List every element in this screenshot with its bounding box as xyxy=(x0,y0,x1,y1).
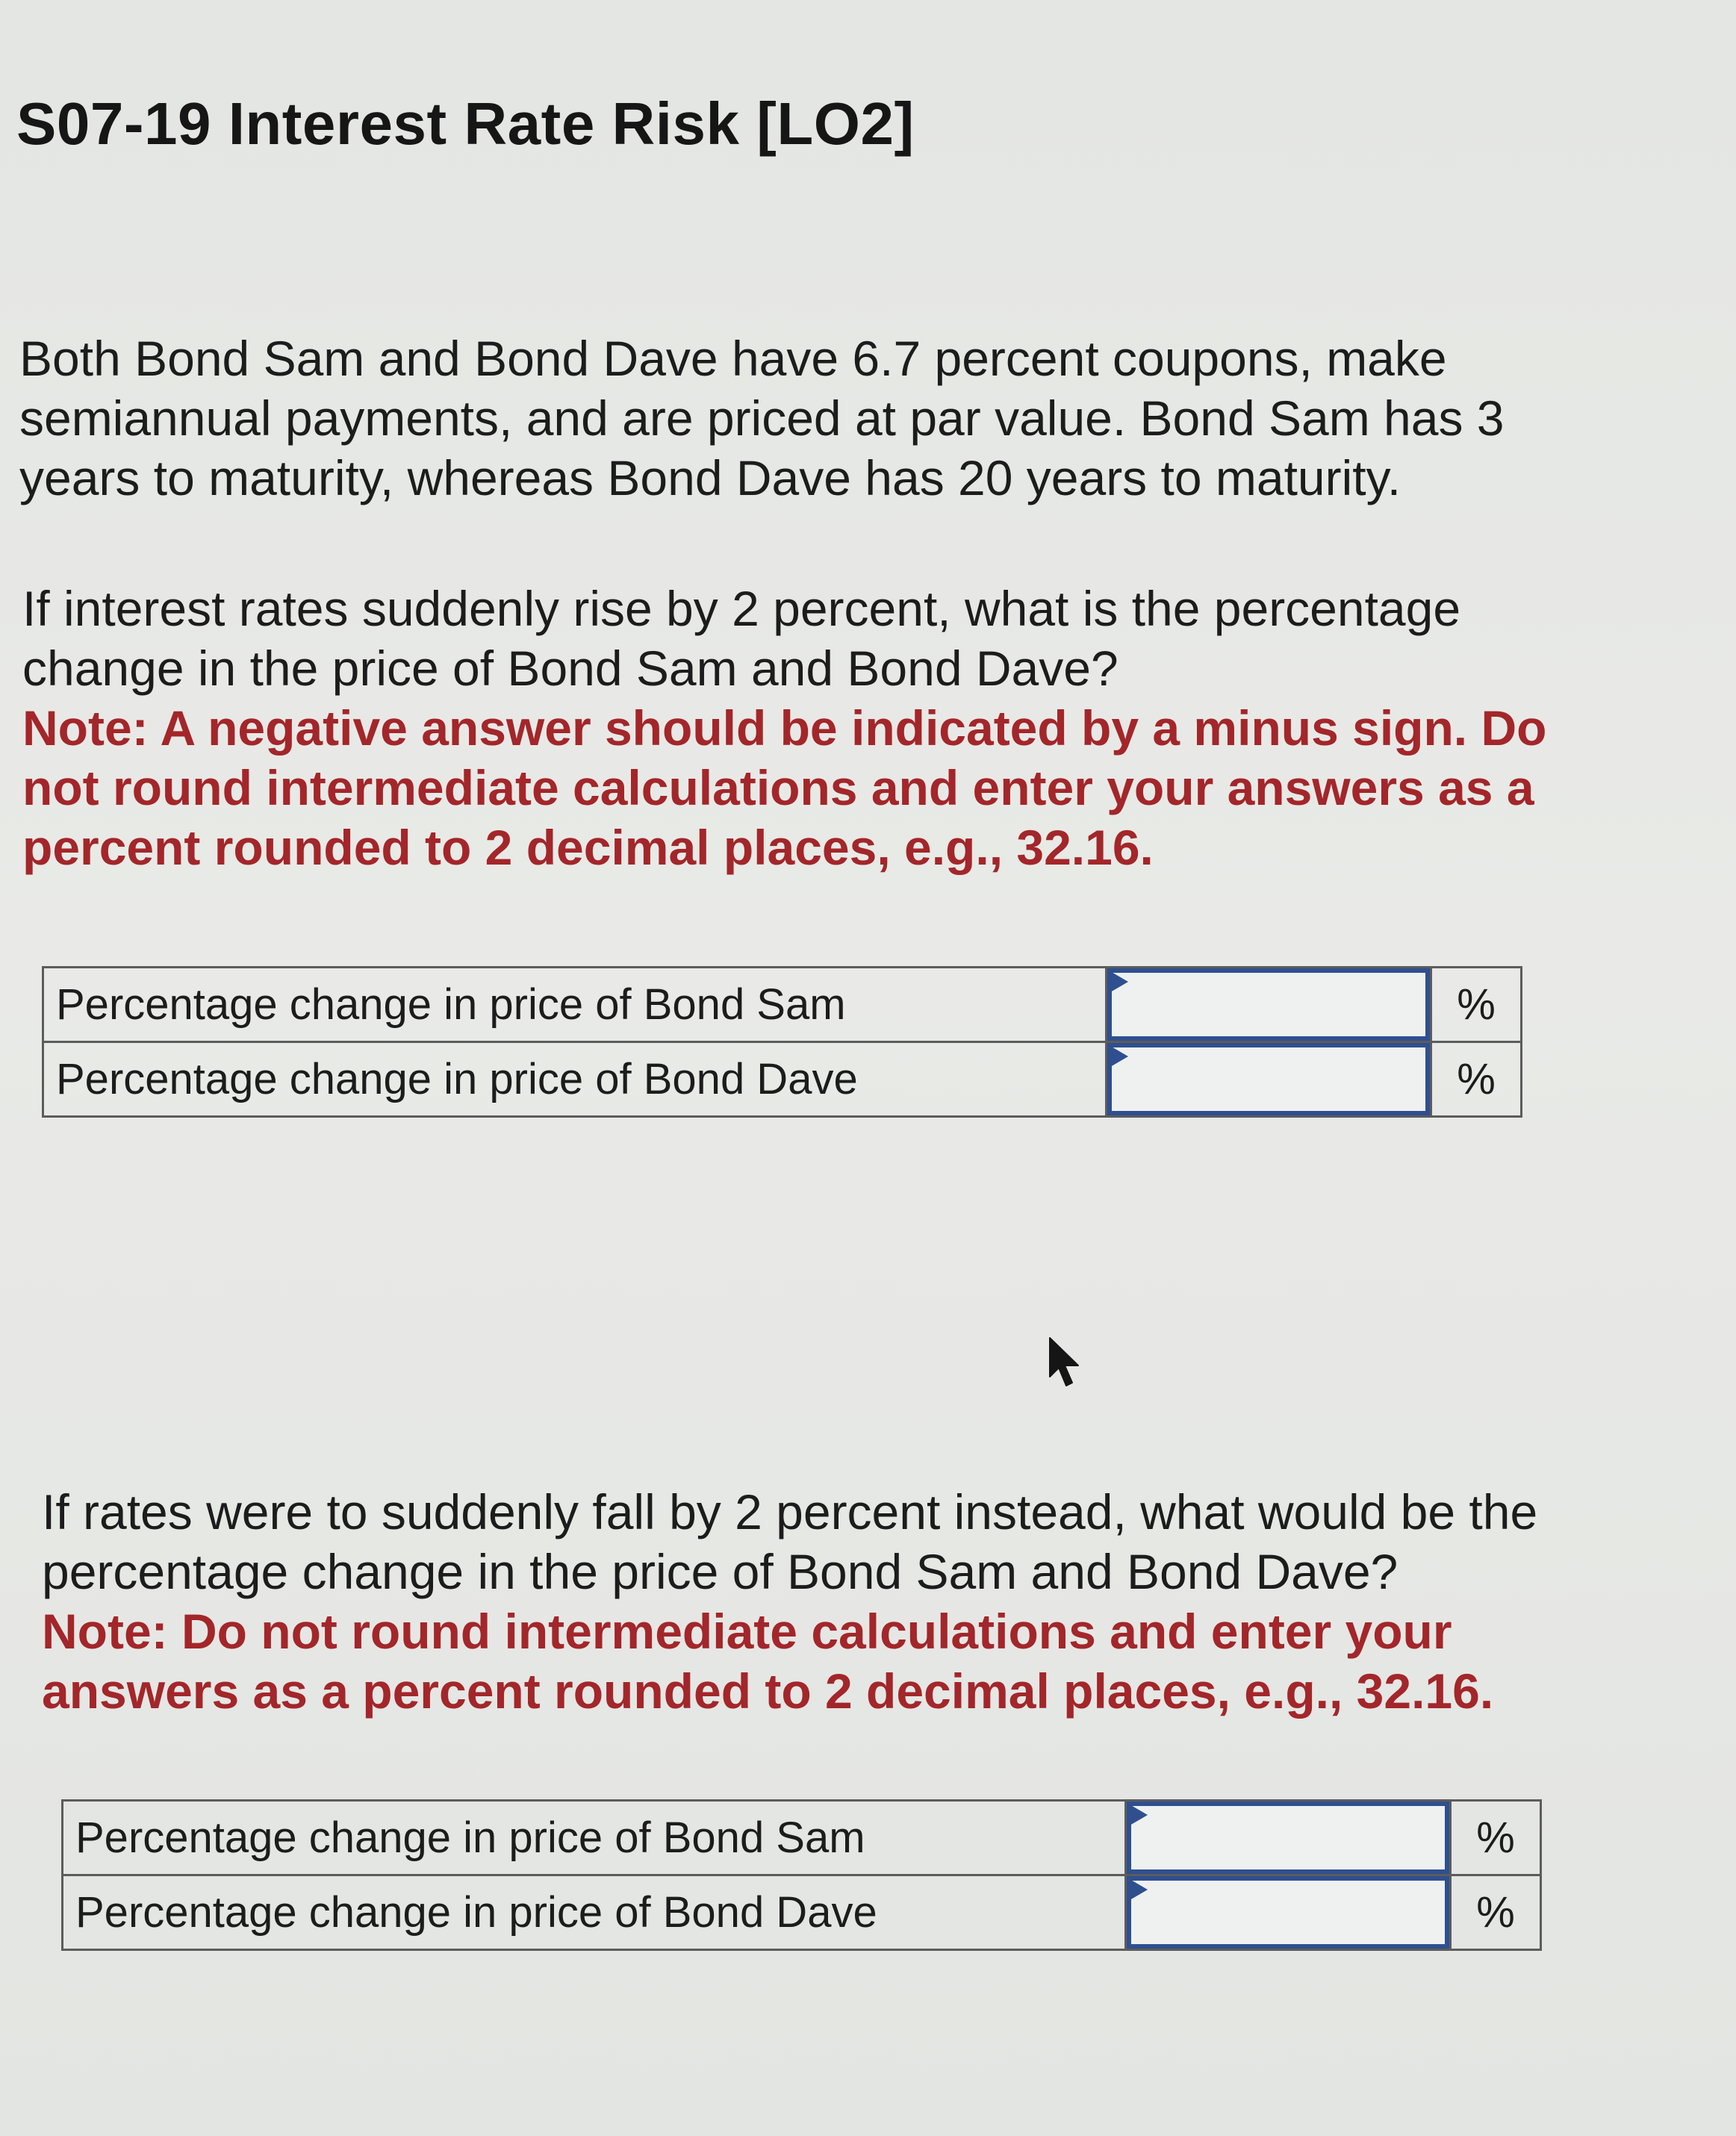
percent-unit: % xyxy=(1451,1875,1541,1950)
row-label-bond-dave: Percentage change in price of Bond Dave xyxy=(43,1042,1107,1117)
input-flag-icon xyxy=(1110,1046,1128,1067)
page-title: S07-19 Interest Rate Risk [LO2] xyxy=(16,90,915,157)
bond-sam-fall-input[interactable] xyxy=(1127,1802,1449,1874)
percent-unit: % xyxy=(1451,1801,1541,1875)
input-cell xyxy=(1107,968,1431,1042)
percent-unit: % xyxy=(1431,1042,1522,1117)
question-2-text: If rates were to suddenly fall by 2 percent instead, what would be the percentage change in the price of Bond Sam and Bond Dave? xyxy=(42,1484,1538,1599)
input-cell xyxy=(1126,1875,1451,1950)
table-row xyxy=(43,1042,1522,1117)
bond-dave-fall-input[interactable] xyxy=(1127,1876,1449,1949)
problem-intro: Both Bond Sam and Bond Dave have 6.7 percent coupons, make semiannual payments, and are priced at par value. Bond Sam has 3 years to maturity, whereas Bond Dave has 20 years to maturity. xyxy=(19,331,1505,505)
bond-dave-rise-input[interactable] xyxy=(1107,1043,1430,1115)
question-block-2 xyxy=(42,1482,1610,1721)
row-label-bond-sam: Percentage change in price of Bond Sam xyxy=(63,1801,1126,1875)
question-block-1 xyxy=(22,579,1620,877)
input-flag-icon xyxy=(1110,971,1128,992)
table-row xyxy=(63,1801,1541,1875)
input-cell xyxy=(1107,1042,1431,1117)
question-1-text: If interest rates suddenly rise by 2 percent, what is the percentage change in the price of Bond Sam and Bond Dave? xyxy=(22,581,1461,696)
table-row xyxy=(43,968,1522,1042)
input-flag-icon xyxy=(1130,1879,1148,1900)
mouse-pointer-icon xyxy=(1047,1335,1084,1389)
row-label-bond-sam: Percentage change in price of Bond Sam xyxy=(43,968,1107,1042)
bond-sam-rise-input[interactable] xyxy=(1107,968,1430,1041)
question-1-note: Note: A negative answer should be indicated by a minus sign. Do not round intermediate calculations and enter your answers as a percent rounded to 2 decimal places, e.g., 32.16. xyxy=(22,700,1547,875)
row-label-bond-dave: Percentage change in price of Bond Dave xyxy=(63,1875,1126,1950)
percent-unit: % xyxy=(1431,968,1522,1042)
input-flag-icon xyxy=(1130,1805,1148,1825)
input-cell xyxy=(1126,1801,1451,1875)
answer-table-1 xyxy=(42,966,1522,1118)
answer-table-2 xyxy=(61,1799,1542,1951)
table-row xyxy=(63,1875,1541,1950)
question-2-note: Note: Do not round intermediate calculations and enter your answers as a percent rounded to 2 decimal places, e.g., 32.16. xyxy=(42,1604,1494,1719)
